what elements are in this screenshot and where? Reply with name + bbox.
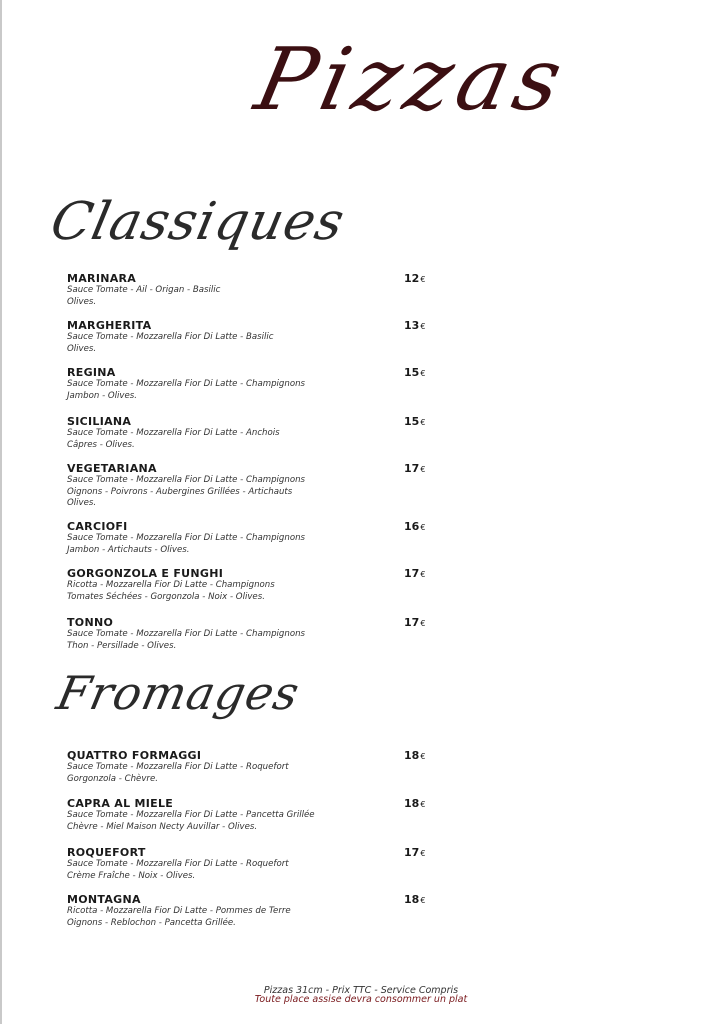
item-price: 17€ bbox=[404, 567, 426, 580]
menu-item-siciliana bbox=[67, 415, 427, 451]
item-name: SICILIANA bbox=[67, 415, 132, 428]
menu-item-roquefort bbox=[67, 846, 427, 882]
menu-item-regina bbox=[67, 366, 427, 402]
item-description: Ricotta - Mozzarella Fior Di Latte - Champignons Tomates Séchées - Gorgonzola - Noix - Olives. bbox=[67, 580, 275, 602]
page-title: Pizzas bbox=[247, 30, 577, 130]
item-name: CAPRA AL MIELE bbox=[67, 797, 174, 810]
item-description: Sauce Tomate - Mozzarella Fior Di Latte - Champignons Jambon - Olives. bbox=[67, 379, 306, 401]
menu-item-capra-al-miele bbox=[67, 797, 427, 833]
item-name: MARGHERITA bbox=[67, 319, 152, 332]
section-title-fromages: Fromages bbox=[52, 666, 305, 720]
menu-item-montagna bbox=[67, 893, 427, 929]
item-price: 15€ bbox=[404, 366, 426, 379]
item-price: 18€ bbox=[404, 749, 426, 762]
item-price: 13€ bbox=[404, 319, 426, 332]
item-description: Sauce Tomate - Mozzarella Fior Di Latte - Champignons Oignons - Poivrons - Aubergines Grillées - Artichauts Olives. bbox=[67, 475, 306, 508]
item-price: 18€ bbox=[404, 893, 426, 906]
item-name: ROQUEFORT bbox=[67, 846, 146, 859]
item-price: 17€ bbox=[404, 846, 426, 859]
item-price: 17€ bbox=[404, 616, 426, 629]
item-price: 12€ bbox=[404, 272, 426, 285]
item-description: Sauce Tomate - Ail - Origan - Basilic Olives. bbox=[67, 285, 221, 307]
page-left-border bbox=[0, 0, 2, 1024]
footer-notice: Toute place assise devra consommer un plat bbox=[254, 994, 468, 1005]
item-price: 16€ bbox=[404, 520, 426, 533]
menu-item-gorgonzola-e-funghi bbox=[67, 567, 427, 603]
item-name: MONTAGNA bbox=[67, 893, 141, 906]
item-description: Sauce Tomate - Mozzarella Fior Di Latte - Roquefort Crème Fraîche - Noix - Olives. bbox=[67, 859, 289, 881]
item-price: 18€ bbox=[404, 797, 426, 810]
item-description: Sauce Tomate - Mozzarella Fior Di Latte - Anchois Câpres - Olives. bbox=[67, 428, 280, 450]
item-name: TONNO bbox=[67, 616, 114, 629]
menu-item-vegetariana bbox=[67, 462, 427, 510]
item-name: CARCIOFI bbox=[67, 520, 128, 533]
item-name: MARINARA bbox=[67, 272, 137, 285]
item-name: REGINA bbox=[67, 366, 116, 379]
menu-item-margherita bbox=[67, 319, 427, 355]
item-description: Sauce Tomate - Mozzarella Fior Di Latte - Champignons Jambon - Artichauts - Olives. bbox=[67, 533, 306, 555]
footer-note: Pizzas 31cm - Prix TTC - Service Compris bbox=[263, 985, 459, 996]
item-price: 15€ bbox=[404, 415, 426, 428]
item-name: GORGONZOLA E FUNGHI bbox=[67, 567, 224, 580]
item-description: Sauce Tomate - Mozzarella Fior Di Latte - Basilic Olives. bbox=[67, 332, 274, 354]
menu-item-carciofi bbox=[67, 520, 427, 556]
menu-item-quattro-formaggi bbox=[67, 749, 427, 785]
section-title-classiques: Classiques bbox=[45, 192, 351, 252]
item-description: Sauce Tomate - Mozzarella Fior Di Latte - Pancetta Grillée Chèvre - Miel Maison Necty Auvillar - Olives. bbox=[67, 810, 315, 832]
item-description: Ricotta - Mozzarella Fior Di Latte - Pommes de Terre Oignons - Reblochon - Pancetta Grillée. bbox=[67, 906, 291, 928]
item-price: 17€ bbox=[404, 462, 426, 475]
item-description: Sauce Tomate - Mozzarella Fior Di Latte - Champignons Thon - Persillade - Olives. bbox=[67, 629, 306, 651]
item-description: Sauce Tomate - Mozzarella Fior Di Latte - Roquefort Gorgonzola - Chèvre. bbox=[67, 762, 289, 784]
item-name: VEGETARIANA bbox=[67, 462, 157, 475]
menu-item-marinara bbox=[67, 272, 427, 308]
item-name: QUATTRO FORMAGGI bbox=[67, 749, 202, 762]
menu-item-tonno bbox=[67, 616, 427, 652]
